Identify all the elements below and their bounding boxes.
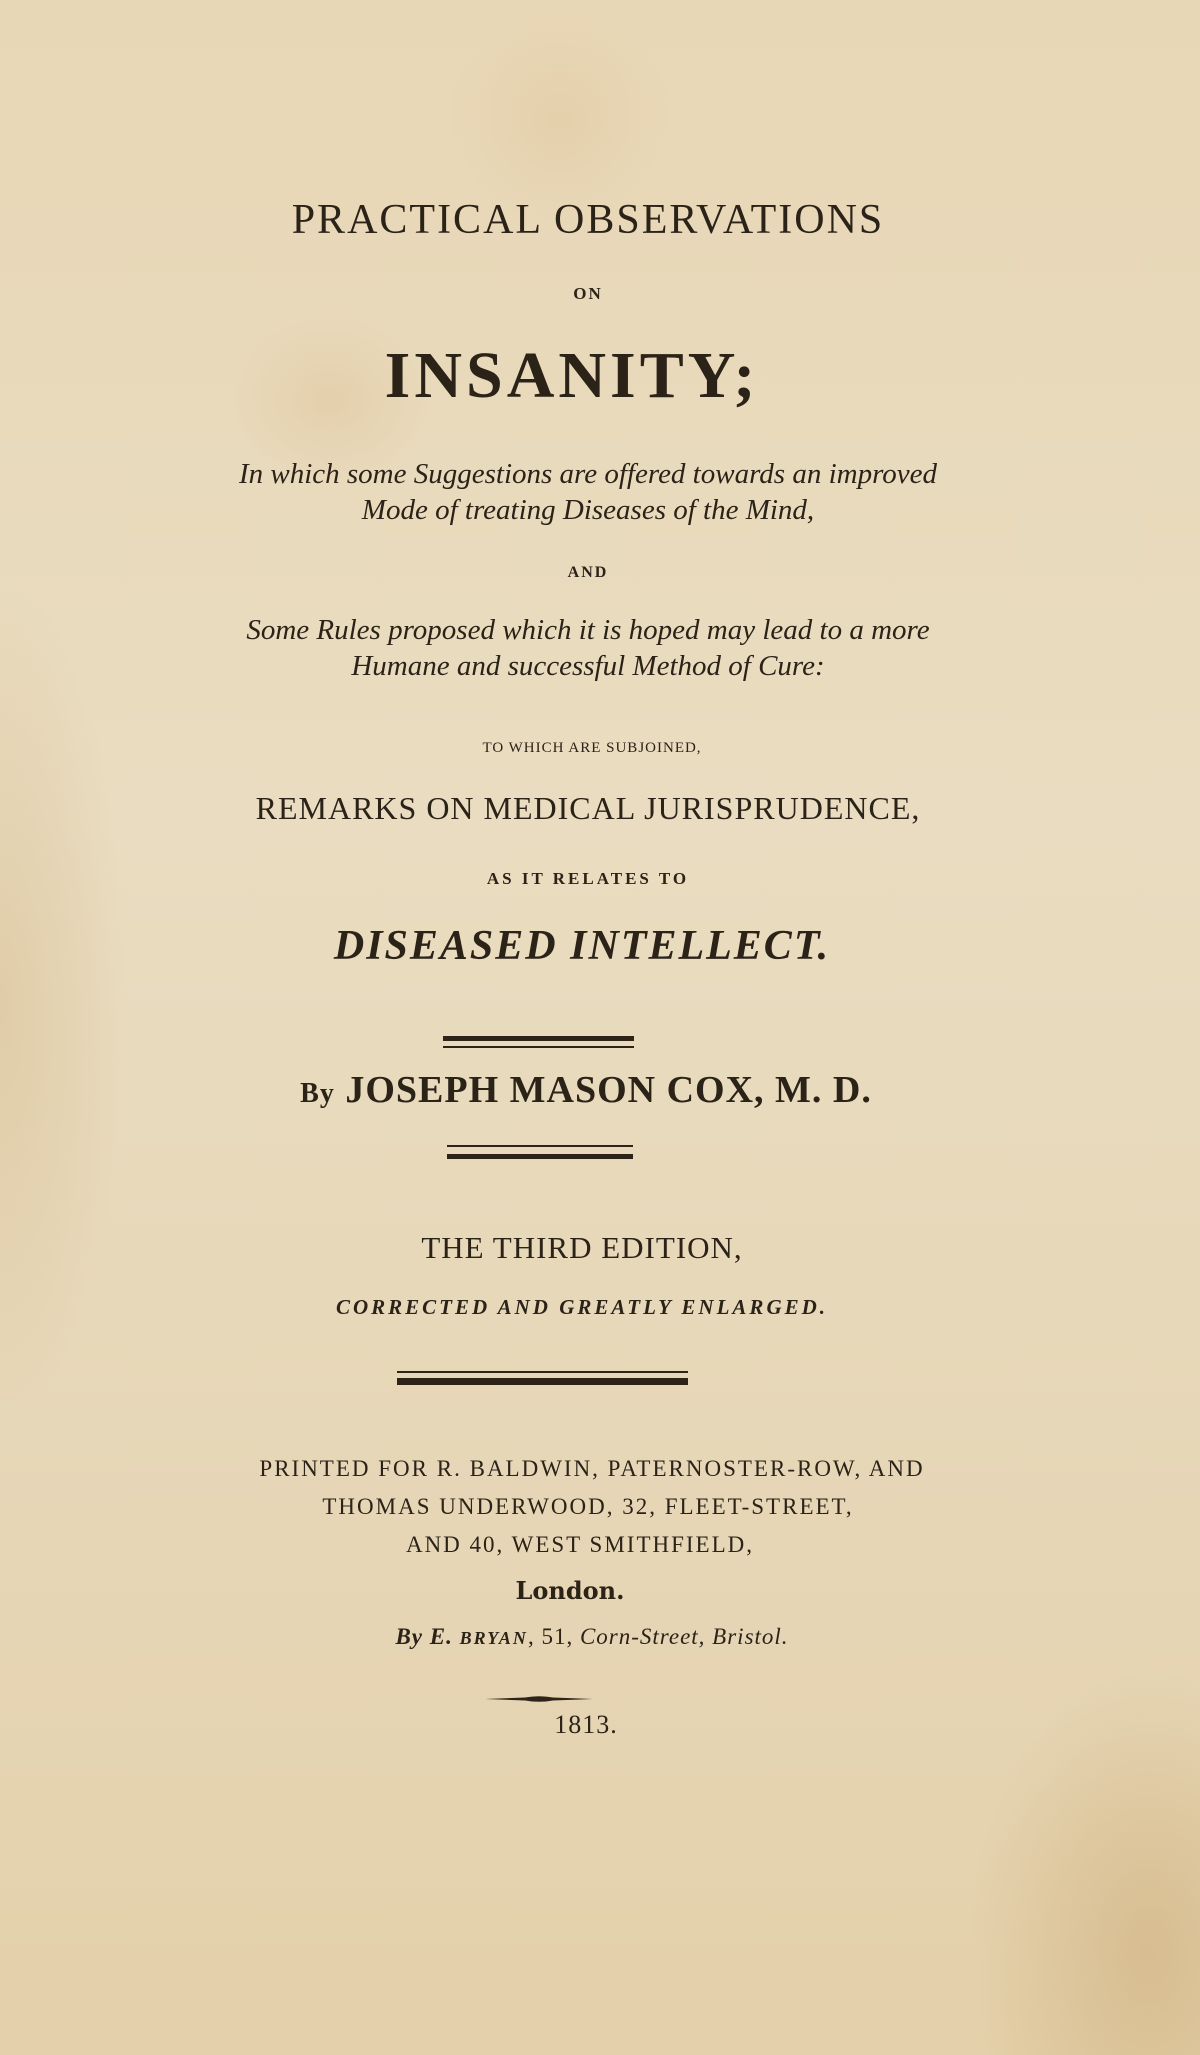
edition-note: CORRECTED AND GREATLY ENLARGED. (335, 1295, 829, 1319)
printer-name: BRYAN (459, 1628, 528, 1648)
imprint-line-2: THOMAS UNDERWOOD, 32, FLEET-STREET, (322, 1494, 854, 1519)
title-line-practical-observations: PRACTICAL OBSERVATIONS (291, 197, 885, 243)
printer-line (0, 1624, 1192, 1650)
remarks-heading: REMARKS ON MEDICAL JURISPRUDENCE, (255, 790, 921, 826)
subtitle-line-2: Mode of treating Diseases of the Mind, (361, 494, 815, 526)
subtitle-and: AND (567, 564, 609, 581)
printer-address: Corn-Street, Bristol. (579, 1624, 789, 1649)
relates-heading: AS IT RELATES TO (486, 869, 690, 888)
publication-year: 1813. (554, 1710, 618, 1739)
author-name: JOSEPH MASON COX, M. D. (345, 1069, 872, 1111)
subtitle-line-4: Humane and successful Method of Cure: (351, 650, 825, 682)
imprint-city: London. (515, 1576, 625, 1605)
rule-thick-2 (397, 1378, 688, 1385)
ornamental-dash-icon (485, 1695, 593, 1703)
author-line (0, 1068, 1186, 1112)
rule-thin-bottom-1 (447, 1145, 633, 1147)
diseased-intellect-heading: DISEASED INTELLECT. (333, 923, 831, 969)
edition-line: THE THIRD EDITION, (421, 1230, 743, 1265)
rule-thin-top-1 (443, 1046, 634, 1048)
rule-thick-top-1 (443, 1036, 634, 1041)
connector-on: ON (573, 284, 603, 303)
rule-thin-2 (397, 1371, 688, 1373)
imprint-line-3: AND 40, WEST SMITHFIELD, (405, 1532, 755, 1557)
subtitle-line-3: Some Rules proposed which it is hoped may lead to a more (246, 614, 930, 646)
subtitle-line-1: In which some Suggestions are offered towards an improved (238, 458, 938, 490)
printer-number: , 51, (527, 1624, 580, 1649)
author-by: By (300, 1078, 335, 1109)
subjoined-heading: TO WHICH ARE SUBJOINED, (482, 740, 702, 756)
rule-thick-bottom-1 (447, 1154, 633, 1159)
title-line-insanity: INSANITY; (384, 339, 760, 412)
imprint-line-1: PRINTED FOR R. BALDWIN, PATERNOSTER-ROW, AND (259, 1456, 925, 1481)
printer-by: By E. (395, 1624, 453, 1649)
